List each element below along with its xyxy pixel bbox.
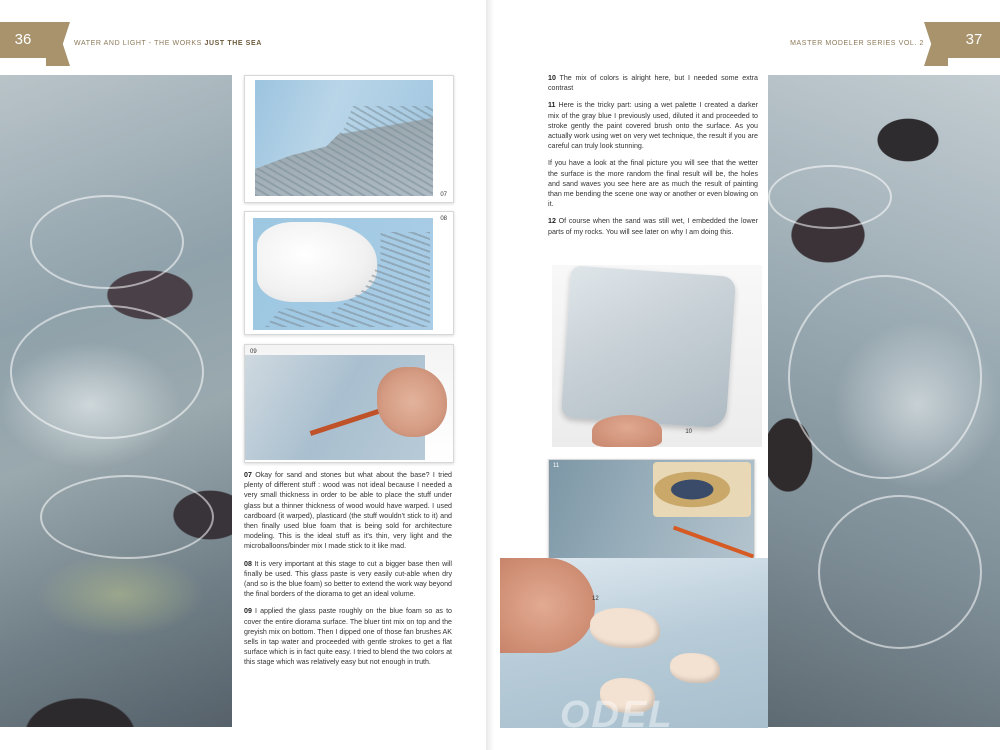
finger: [500, 558, 595, 653]
step-photo-07: [244, 75, 454, 203]
step-photo-11: [548, 459, 755, 574]
fan-brush: [673, 526, 754, 559]
diorama-photo-left: [0, 75, 232, 727]
photo-number: 12: [592, 596, 599, 602]
foam-pattern: [788, 275, 982, 479]
page-number-left: 36: [0, 22, 46, 58]
paragraph-text: Here is the tricky part: using a wet palette I created a darker mix of the gray blue I previously used, diluted it and proceeded to stroke gently the paint covered brush onto the surface. As you actually work using wet on very wet technique, the result if you are careful can truly look stunning.: [548, 101, 758, 151]
hand: [377, 367, 447, 437]
step-photo-08: [244, 211, 454, 335]
foam-pattern: [768, 165, 892, 229]
foam-pattern: [40, 475, 214, 559]
running-head-left: [74, 40, 262, 47]
photo-number: 09: [250, 349, 257, 355]
paragraph-text: The mix of colors is alright here, but I needed some extra contrast: [548, 74, 758, 93]
foam-pattern: [10, 305, 204, 439]
photo-number: 10: [685, 429, 692, 435]
paragraph: [548, 158, 758, 209]
paragraph-number: 11: [548, 101, 556, 110]
paragraph: [244, 470, 452, 552]
body-text-left: [244, 470, 452, 675]
hand: [592, 415, 662, 447]
running-head-prefix: WATER AND LIGHT - THE WORKS: [74, 40, 205, 47]
photo-number: 11: [553, 463, 560, 469]
wet-palette: [653, 462, 751, 517]
paragraph-number: 08: [244, 559, 252, 568]
paragraph-text: If you have a look at the final picture you will see that the wetter the surface is the more random the final result will be, the holes and sand waves you see here are as much the result of painting than me bending the scene one way or another or even blowing on it.: [548, 159, 758, 209]
paragraph-text: It is very important at this stage to cut a bigger base then will finally be used. This glass paste is very easily cut-able when dry (and so is the blue foam) so better to extend the work way beyond the final borders of the diorama to get an ideal volume.: [244, 559, 452, 599]
photo-number: 07: [440, 192, 447, 198]
paragraph-number: 10: [548, 74, 556, 82]
left-page: [0, 0, 486, 750]
diorama-photo-right: [768, 75, 1000, 727]
paragraph: [548, 100, 758, 151]
paragraph: [548, 73, 758, 93]
rock: [670, 653, 720, 683]
book-gutter: [486, 0, 500, 750]
paragraph: [548, 216, 758, 236]
page-number-right: 37: [948, 22, 1000, 58]
paragraph-text: Of course when the sand was still wet, I embedded the lower parts of my rocks. You will see later on why I am doing this.: [548, 217, 758, 236]
watermark: ODEL: [560, 694, 674, 736]
body-text-right: [548, 73, 758, 244]
glass-paste: [257, 222, 377, 302]
foam-pattern: [818, 495, 982, 649]
paragraph-number: 07: [244, 471, 252, 479]
paragraph-number: 12: [548, 217, 556, 226]
foam-pattern: [30, 195, 184, 289]
paragraph-number: 09: [244, 607, 252, 616]
paragraph: [244, 559, 452, 600]
step-photo-10: [552, 265, 762, 447]
paste-slab: [561, 265, 736, 428]
paragraph-text: Okay for sand and stones but what about the base? I tried plenty of different stuff : wood was not ideal because I needed a very small thickness in order to be able to place the stuff under glass but a thinner thickness of wood would have warped. I used cardboard (it warped), plasticard (the stuff wouldn't stick to it) and then finally used blue foam that is being sold for architecture modeling. This is the ideal stuff as it's thin, very light and the microballoons/binder mix I made stick to it like mad.: [244, 471, 452, 551]
running-head-bold: JUST THE SEA: [204, 40, 262, 47]
rock: [590, 608, 660, 648]
paragraph: [244, 606, 452, 667]
running-head-right: MASTER MODELER SERIES VOL. 2: [790, 40, 924, 47]
photo-number: 08: [440, 216, 447, 222]
step-photo-09: [244, 344, 454, 463]
header-ribbon-left: [46, 22, 70, 66]
header-ribbon-right: [924, 22, 948, 66]
paragraph-text: I applied the glass paste roughly on the blue foam so as to cover the entire diorama surface. The bluer tint mix on top and the greyish mix on bottom. Then I dipped one of those fan brushes AK sells in tap water and proceeded with gentle strokes to get a flat surface which is in fact quite easy. I tried to blend the two colors at this stage which was relatively easy but not enough in truth.: [244, 607, 452, 667]
